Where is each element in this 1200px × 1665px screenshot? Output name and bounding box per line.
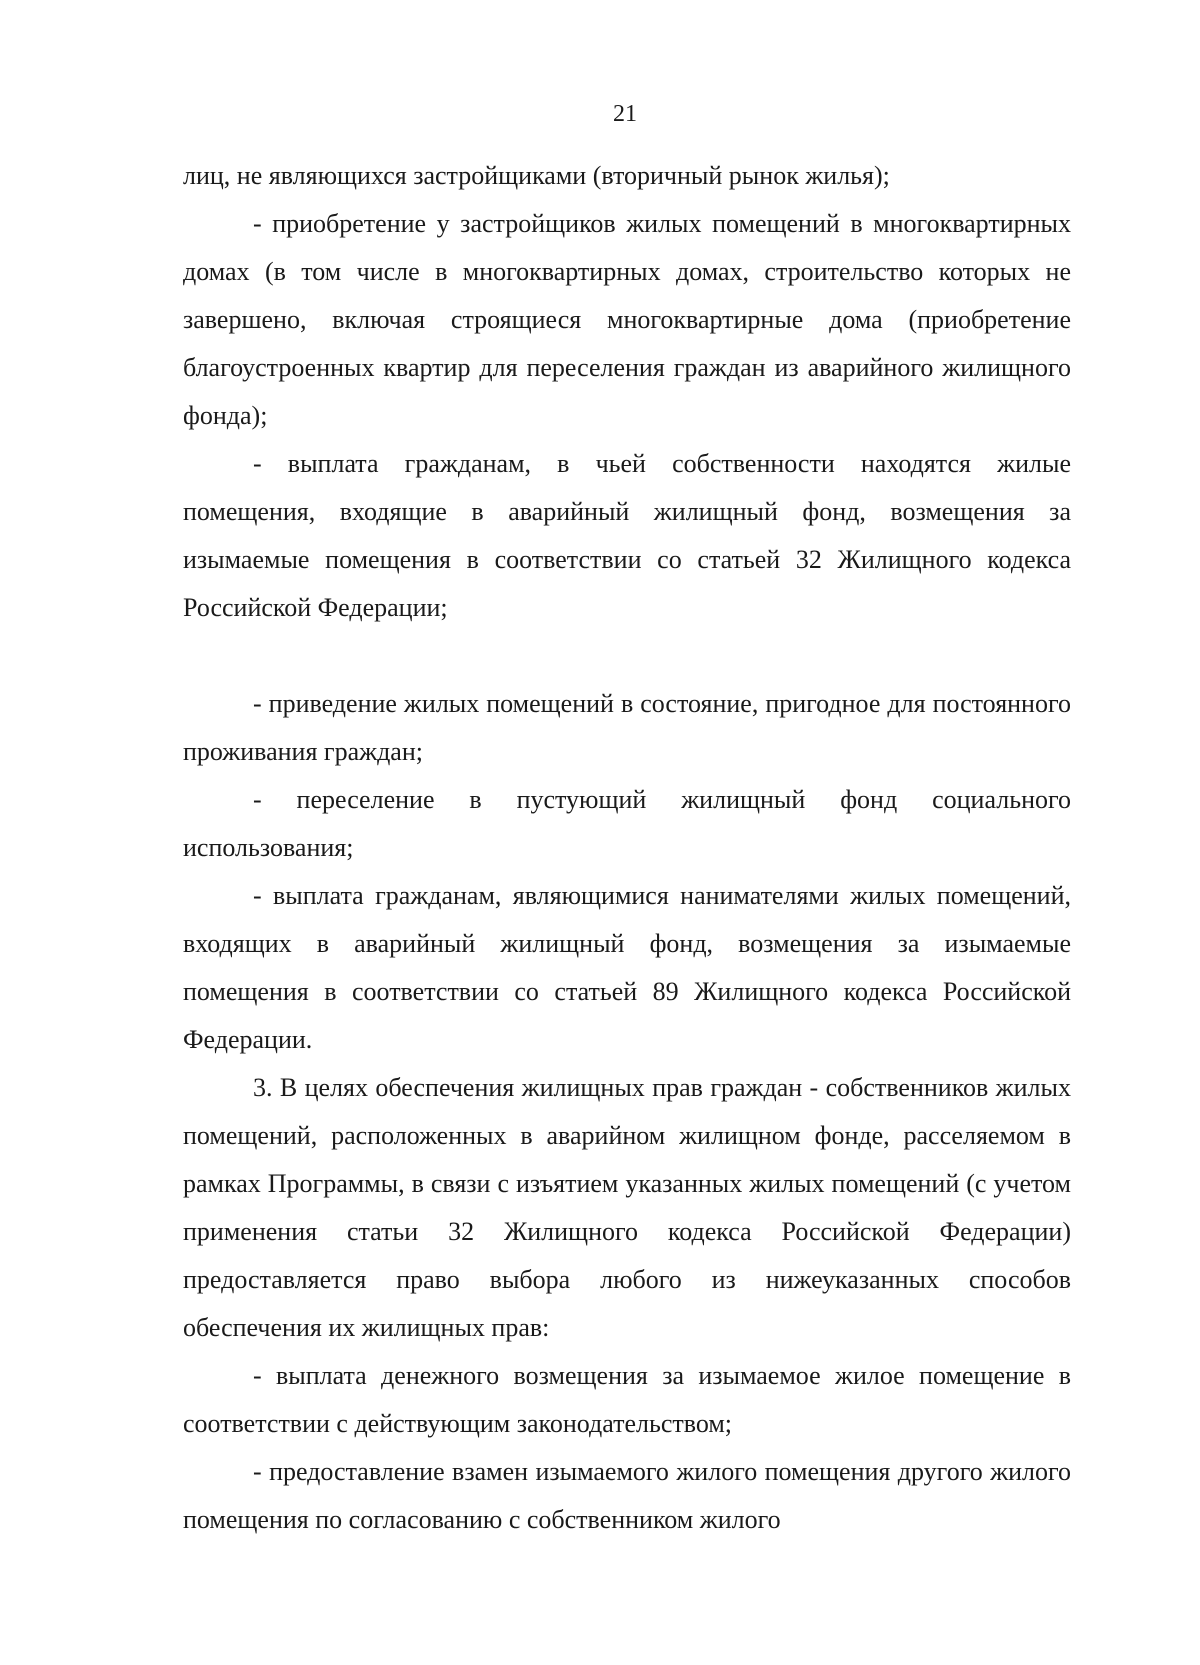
paragraph-continuation: лиц, не являющихся застройщиками (вторичный рынок жилья); bbox=[183, 161, 890, 190]
list-item-payment-to-owners: - выплата гражданам, в чьей собственности находятся жилые помещения, входящие в аварийный жилищный фонд, возмещения за изымаемые помещения в соответствии со статьей 32 Жилищного кодекса Российской Федерации; bbox=[183, 449, 1071, 622]
list-item-purchase-from-developers: - приобретение у застройщиков жилых помещений в многоквартирных домах (в том числе в многоквартирных домах, строительство которых не завершено, включая строящиеся многоквартирные дома (приобретение благоустроенных квартир для переселения граждан из аварийного жилищного фонда); bbox=[183, 209, 1071, 430]
blank-space bbox=[183, 632, 1071, 680]
page-number: 21 bbox=[613, 101, 637, 127]
list-item-resettlement-to-vacant-fund: - переселение в пустующий жилищный фонд социального использования; bbox=[183, 785, 1071, 862]
list-item-bringing-to-habitable-state: - приведение жилых помещений в состояние, пригодное для постоянного проживания граждан; bbox=[183, 689, 1071, 766]
paragraph-section-3: 3. В целях обеспечения жилищных прав граждан - собственников жилых помещений, расположенных в аварийном жилищном фонде, расселяемом в рамках Программы, в связи с изъятием указанных жилых помещений (с учетом применения статьи 32 Жилищного кодекса Российской Федерации) предоставляется право выбора любого из нижеуказанных способов обеспечения их жилищных прав: bbox=[183, 1073, 1071, 1342]
list-item-payment-to-tenants: - выплата гражданам, являющимися нанимателями жилых помещений, входящих в аварийный жилищный фонд, возмещения за изымаемые помещения в соответствии со статьей 89 Жилищного кодекса Российской Федерации. bbox=[183, 881, 1071, 1054]
list-item-replacement-housing: - предоставление взамен изымаемого жилого помещения другого жилого помещения по согласованию с собственником жилого bbox=[183, 1457, 1071, 1534]
list-item-monetary-compensation: - выплата денежного возмещения за изымаемое жилое помещение в соответствии с действующим законодательством; bbox=[183, 1361, 1071, 1438]
document-body bbox=[183, 152, 1071, 1544]
